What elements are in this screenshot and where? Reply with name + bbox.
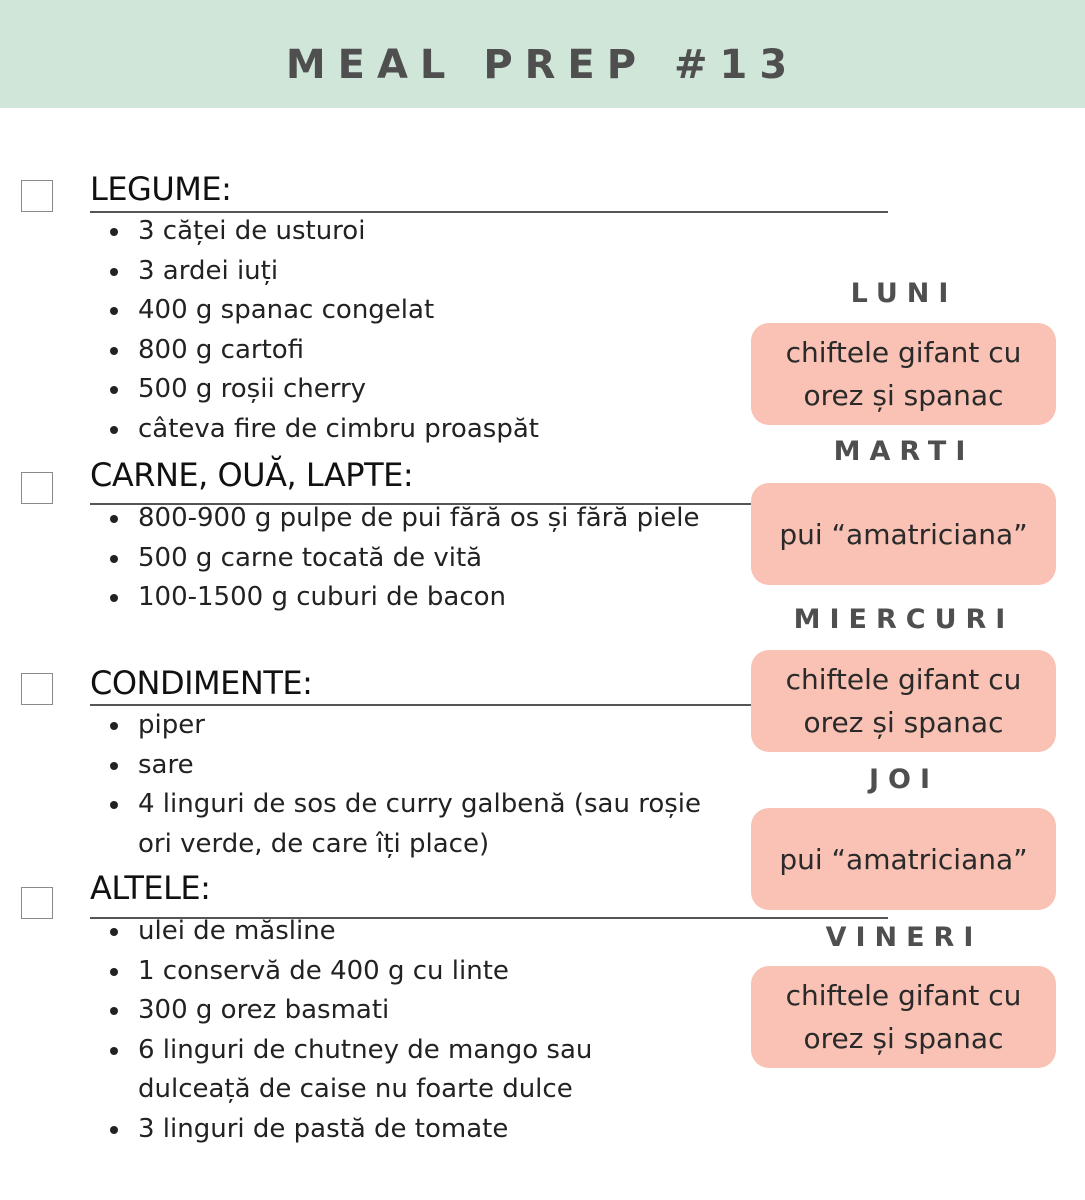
category-title-carne-oua-lapte: CARNE, OUĂ, LAPTE: — [90, 456, 414, 494]
ingredient-list-carne-oua-lapte — [108, 499, 738, 618]
day-label-joi: JOI — [868, 764, 940, 795]
list-item: 100-1500 g cuburi de bacon — [108, 578, 738, 618]
checkbox-legume[interactable] — [21, 180, 53, 212]
category-title-condimente: CONDIMENTE: — [90, 664, 313, 702]
list-item: câteva fire de cimbru proaspăt — [108, 410, 738, 450]
ingredient-list-legume — [108, 212, 738, 449]
list-item: 500 g roșii cherry — [108, 370, 738, 410]
list-item: 3 căței de usturoi — [108, 212, 738, 252]
category-title-legume: LEGUME: — [90, 170, 232, 208]
meal-card-marti — [751, 483, 1056, 585]
meal-text: chiftele gifant cu orez și spanac — [785, 979, 1022, 1055]
day-label-vineri: VINERI — [825, 922, 983, 953]
list-item: 300 g orez basmati — [108, 991, 738, 1031]
header-banner — [0, 0, 1085, 108]
meal-card-vineri — [751, 966, 1056, 1068]
list-item: 3 ardei iuți — [108, 252, 738, 292]
list-item: 500 g carne tocată de vită — [108, 539, 738, 579]
meal-text: pui “amatriciana” — [779, 517, 1028, 551]
list-item: 3 linguri de pastă de tomate — [108, 1110, 738, 1150]
day-label-luni: LUNI — [850, 278, 958, 309]
list-item: 400 g spanac congelat — [108, 291, 738, 331]
checkbox-altele[interactable] — [21, 887, 53, 919]
ingredient-list-condimente — [108, 706, 738, 864]
meal-text: chiftele gifant cu orez și spanac — [785, 663, 1022, 739]
ingredient-list-altele — [108, 912, 738, 1149]
day-label-marti: MARTI — [833, 436, 975, 467]
meal-text: pui “amatriciana” — [779, 842, 1028, 876]
list-item: piper — [108, 706, 738, 746]
list-item: 4 linguri de sos de curry galbenă (sau roșie ori verde, de care îți place) — [108, 785, 708, 864]
meal-card-joi — [751, 808, 1056, 910]
page-title: MEAL PREP #13 — [285, 42, 800, 88]
list-item: 6 linguri de chutney de mango sau dulceață de caise nu foarte dulce — [108, 1031, 678, 1110]
checkbox-carne-oua-lapte[interactable] — [21, 472, 53, 504]
list-item: sare — [108, 746, 738, 786]
list-item: 800-900 g pulpe de pui fără os și fără piele — [108, 499, 718, 539]
list-item: 800 g cartofi — [108, 331, 738, 371]
list-item: ulei de măsline — [108, 912, 738, 952]
meal-card-miercuri — [751, 650, 1056, 752]
checkbox-condimente[interactable] — [21, 673, 53, 705]
meal-text: chiftele gifant cu orez și spanac — [785, 336, 1022, 412]
category-title-altele: ALTELE: — [90, 869, 211, 907]
day-label-miercuri: MIERCURI — [793, 604, 1015, 635]
list-item: 1 conservă de 400 g cu linte — [108, 952, 738, 992]
meal-card-luni — [751, 323, 1056, 425]
